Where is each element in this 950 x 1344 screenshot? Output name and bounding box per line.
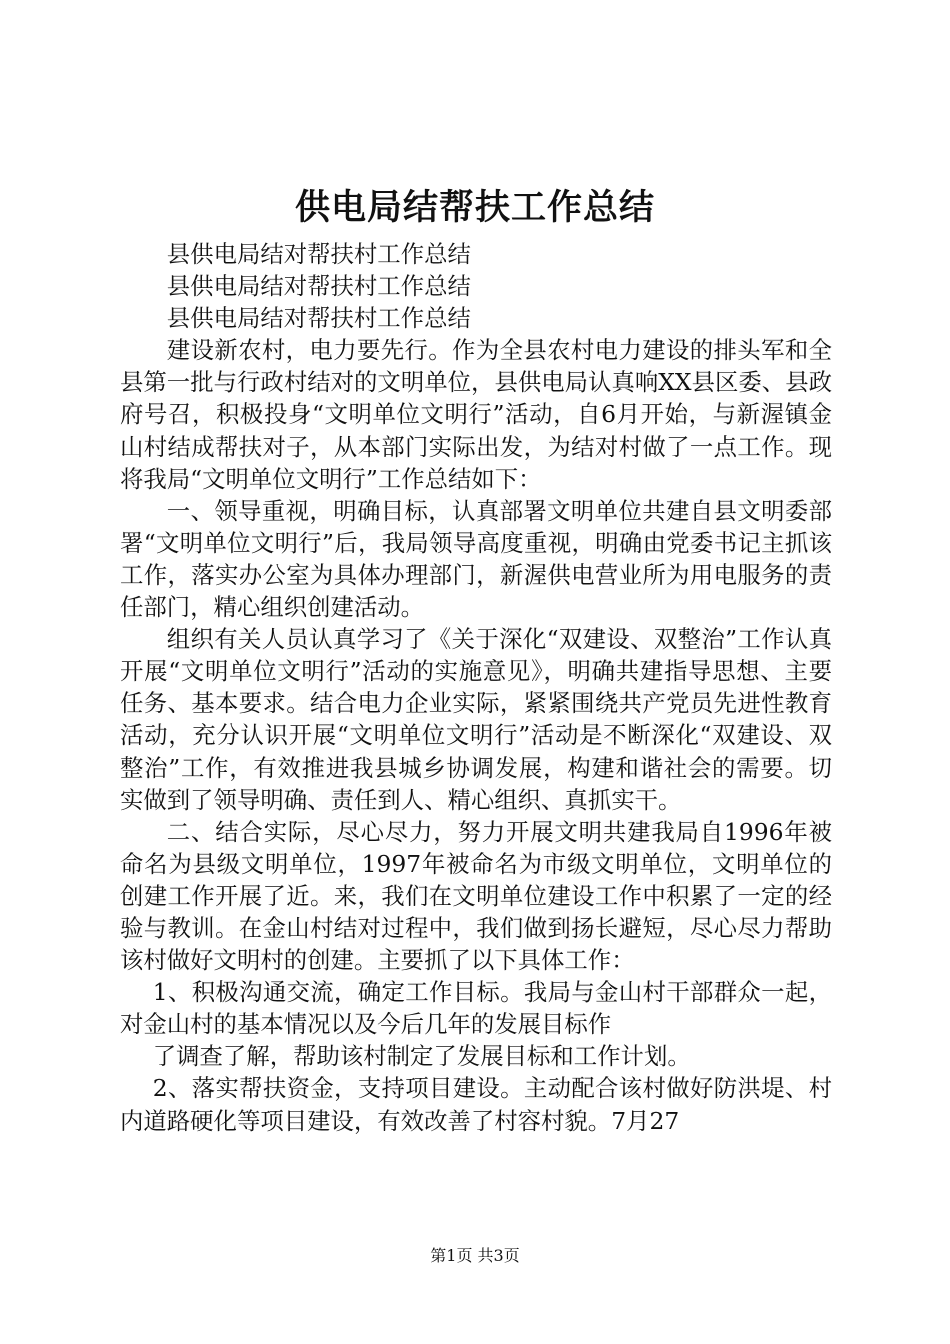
subtitle-line: 县供电局结对帮扶村工作总结 [166, 240, 471, 268]
body-paragraph: 2、落实帮扶资金，支持项目建设。主动配合该村做好防洪堤、村内道路硬化等项目建设，有效改善了村容村貌。7月27 [120, 1074, 832, 1135]
body-paragraph: 建设新农村，电力要先行。作为全县农村电力建设的排头军和全县第一批与行政村结对的文明单位，县供电局认真响XX县区委、县政府号召，积极投身“文明单位文明行”活动，自6月开始，与新渥镇金山村结成帮扶对子，从本部门实际出发，为结对村做了一点工作。现将我局“文明单位文明行”工作总结如下： [120, 336, 832, 493]
body-paragraph: 了调查了解，帮助该村制定了发展目标和工作计划。 [152, 1042, 691, 1071]
body-paragraph: 二、结合实际，尽心尽力，努力开展文明共建我局自1996年被命名为县级文明单位，1997年被命名为市级文明单位，文明单位的创建工作开展了近。来，我们在文明单位建设工作中积累了一定的经验与教训。在金山村结对过程中，我们做到扬长避短，尽心尽力帮助该村做好文明村的创建。主要抓了以下具体工作： [120, 817, 832, 975]
subtitle-line: 县供电局结对帮扶村工作总结 [166, 304, 471, 333]
body-paragraph: 组织有关人员认真学习了《关于深化“双建设、双整治”工作认真开展“文明单位文明行”活动的实施意见》，明确共建指导思想、主要任务、基本要求。结合电力企业实际，紧紧围绕共产党员先进性教育活动，充分认识开展“文明单位文明行”活动是不断深化“双建设、双整治”工作，有效推进我县城乡协调发展，构建和谐社会的需要。切实做到了领导明确、责任到人、精心组织、真抓实干。 [120, 625, 832, 814]
page-number-footer: 第1页 共3页 [430, 1246, 520, 1265]
document-body [120, 238, 832, 1137]
body-paragraph: 1、积极沟通交流，确定工作目标。我局与金山村干部群众一起，对金山村的基本情况以及今后几年的发展目标作 [120, 978, 832, 1039]
body-paragraph: 一、领导重视，明确目标，认真部署文明单位共建自县文明委部署“文明单位文明行”后，我局领导高度重视，明确由党委书记主抓该工作，落实办公室为具体办理部门，新渥供电营业所为用电服务的责任部门，精心组织创建活动。 [120, 496, 832, 622]
subtitle-line: 县供电局结对帮扶村工作总结 [166, 272, 471, 301]
document-title: 供电局结帮扶工作总结 [294, 187, 655, 228]
